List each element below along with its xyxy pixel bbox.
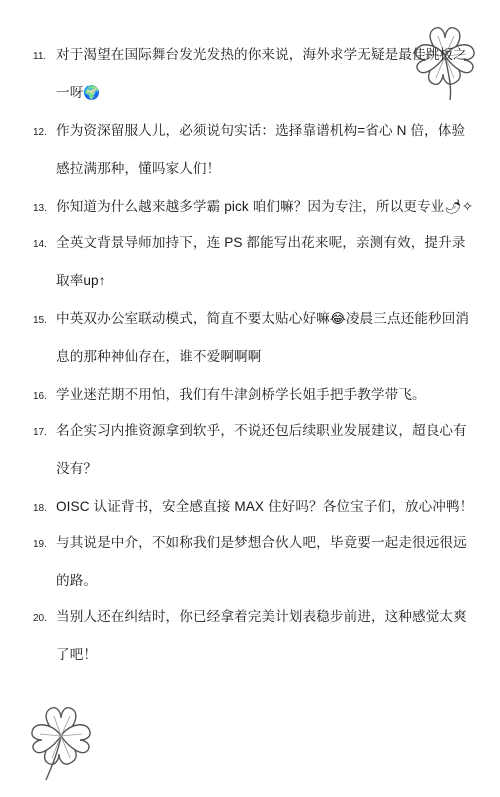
item-text: 全英文背景导师加持下，连 PS 都能写出花来呢，亲测有效，提升录取率up↑ [56,235,466,288]
item-number: 19. [33,539,47,550]
item-text: OISC 认证背书，安全感直接 MAX 住好吗？各位宝子们，放心冲鸭！ [56,499,474,514]
four-leaf-clover-icon [26,700,96,784]
item-text: 你知道为什么越来越多学霸 pick 咱们嘛？因为专注，所以更专业🌶✧ [56,199,474,214]
item-number: 18. [33,503,47,514]
item-number: 13. [33,203,47,214]
item-number: 16. [33,391,47,402]
item-text: 学业迷茫期不用怕，我们有牛津剑桥学长姐手把手教学带飞。 [56,387,426,402]
item-number: 20. [33,613,47,624]
item-text: 名企实习内推资源拿到软乎，不说还包后续职业发展建议，超良心有没有？ [56,423,467,476]
item-number: 11. [33,51,47,62]
item-number: 12. [33,127,47,138]
item-number: 17. [33,427,47,438]
item-text: 对于渴望在国际舞台发光发热的你来说，海外求学无疑是最佳跳板之一呀🌍 [56,47,467,100]
item-number: 15. [33,315,47,326]
item-text: 作为资深留服人儿，必须说句实话：选择靠谱机构=省心 N 倍，体验感拉满那种，懂吗家人们！ [56,123,466,176]
item-text: 中英双办公室联动模式，简直不要太贴心好嘛😂凌晨三点还能秒回消息的那种神仙存在，谁不爱啊啊啊 [56,311,470,364]
item-text: 与其说是中介，不如称我们是梦想合伙人吧，毕竟要一起走很远很远的路。 [56,535,467,588]
item-text: 当别人还在纠结时，你已经拿着完美计划表稳步前进，这种感觉太爽了吧！ [56,609,467,662]
item-number: 14. [33,239,47,250]
